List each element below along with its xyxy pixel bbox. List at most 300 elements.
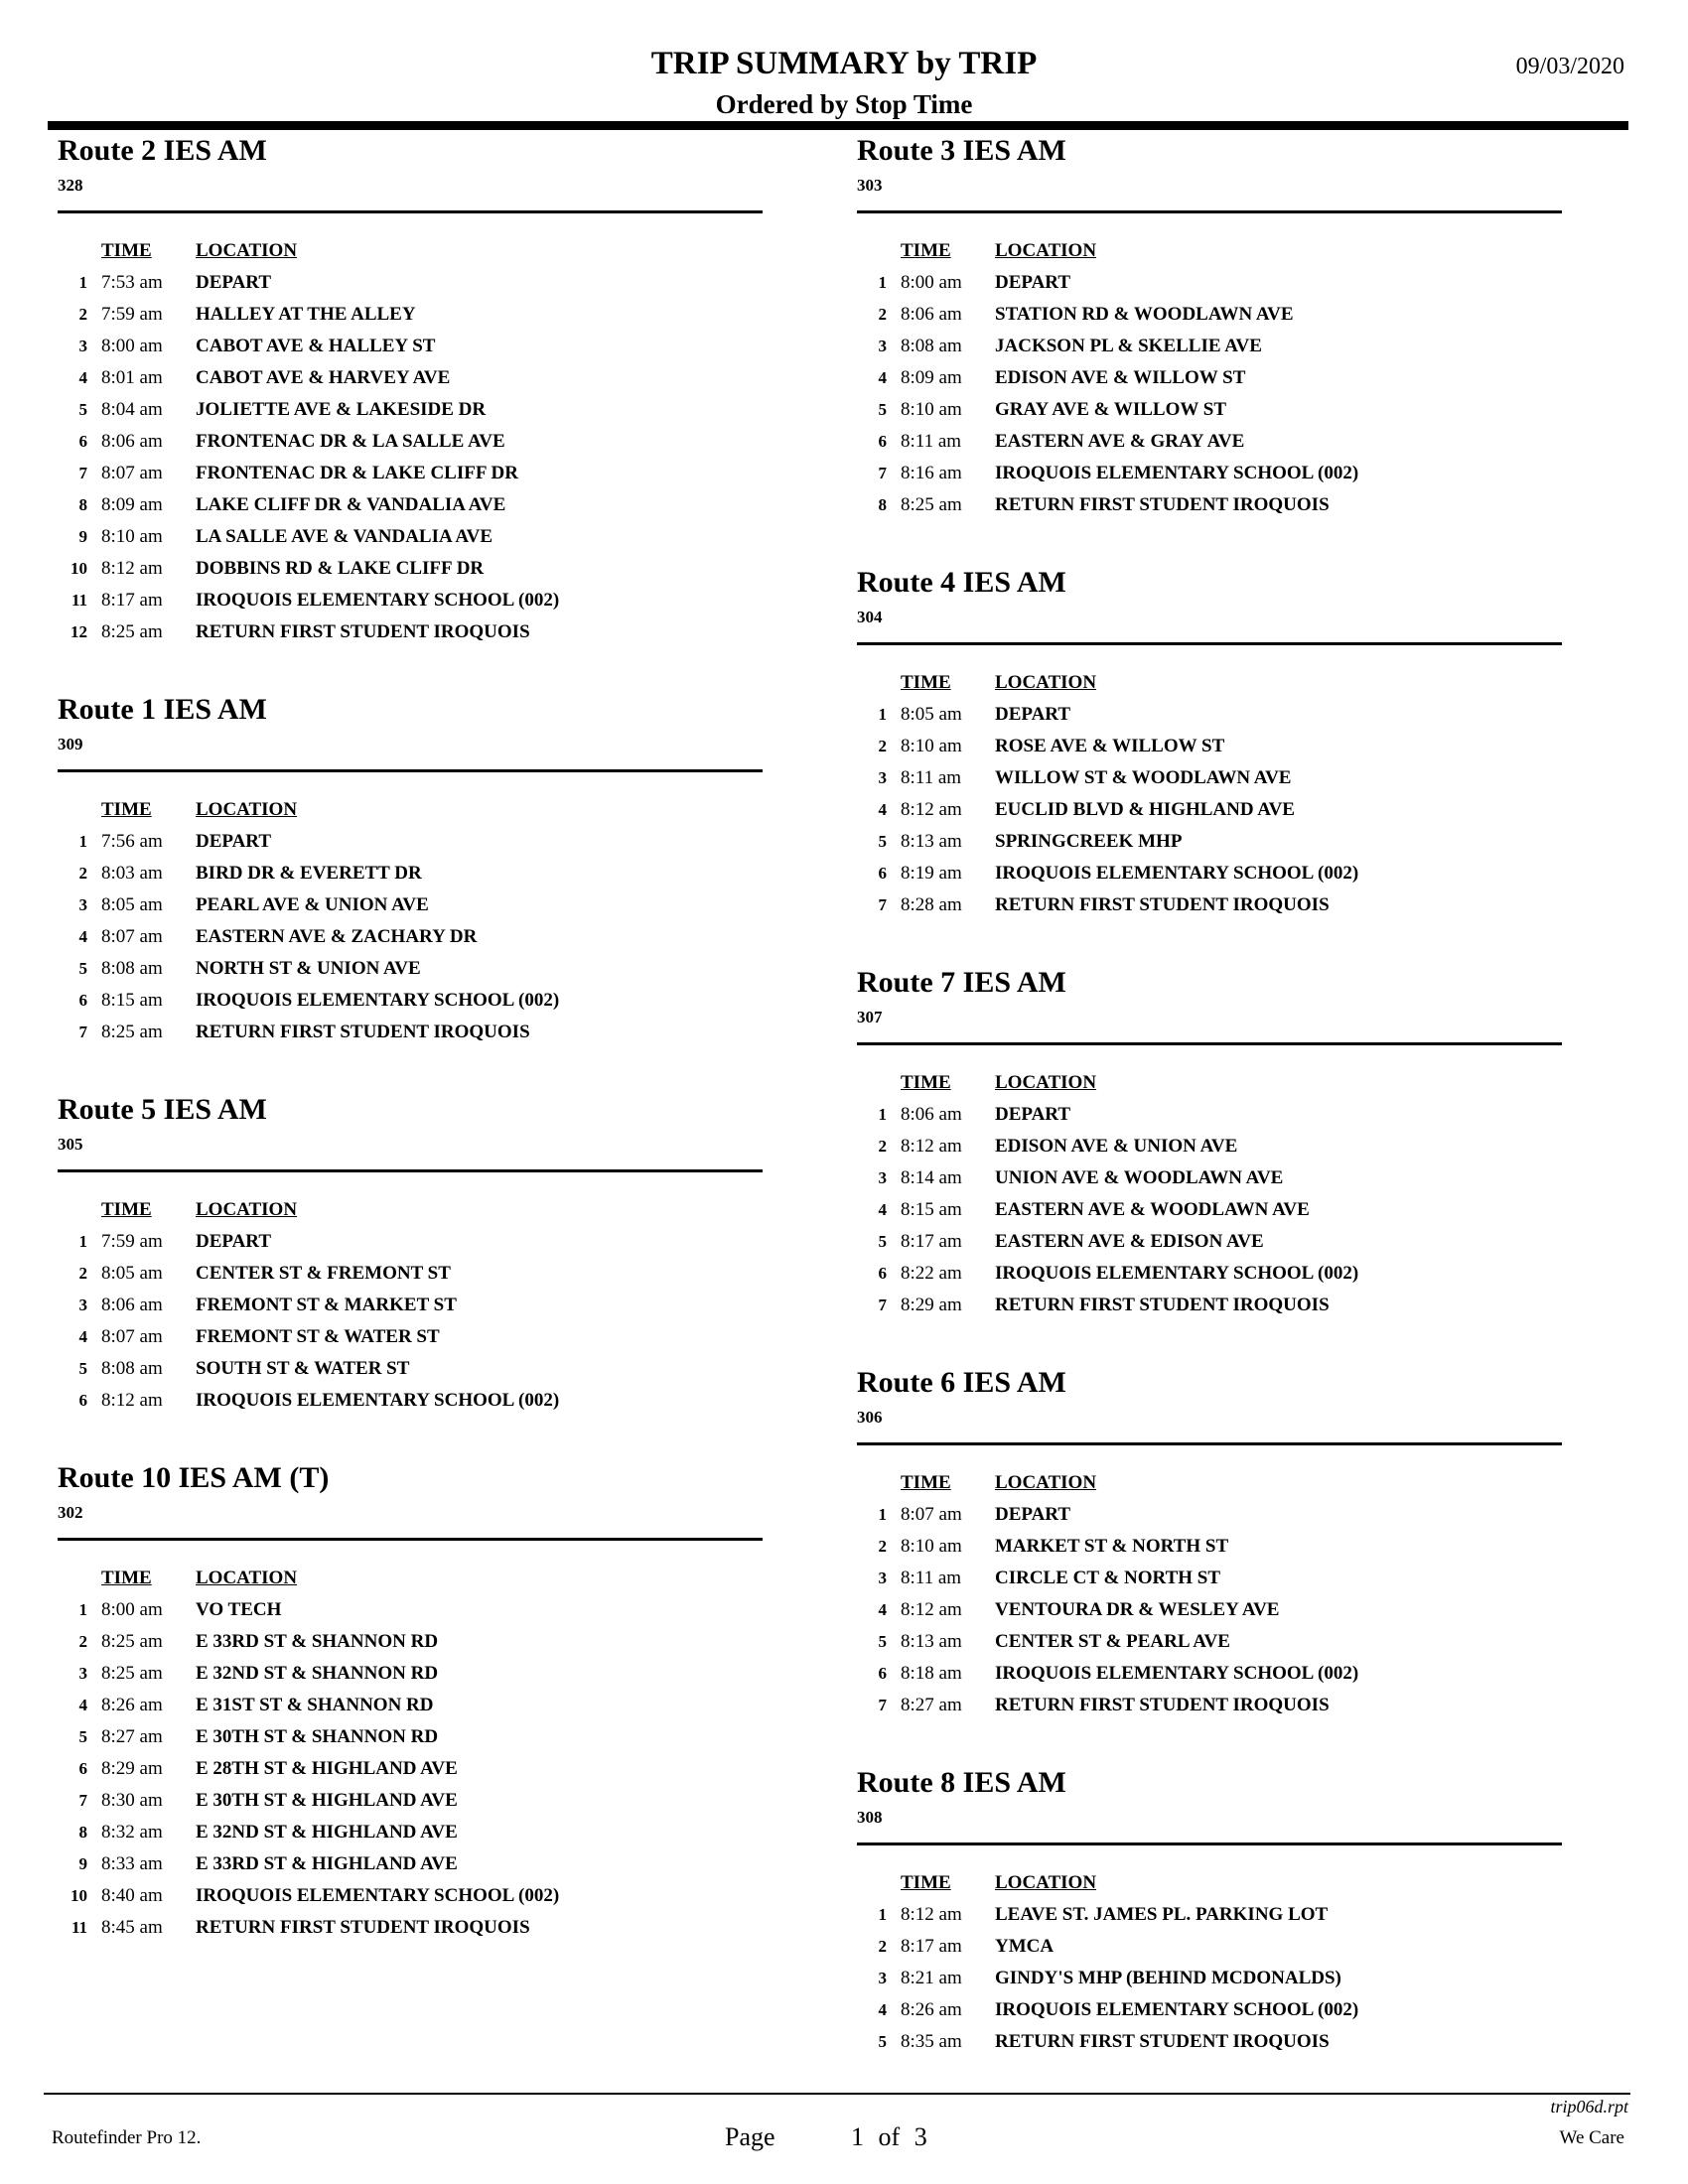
time-header bbox=[101, 235, 196, 267]
stop-table bbox=[58, 794, 763, 1048]
stop-number: 3 bbox=[78, 895, 87, 914]
stop-table-header bbox=[58, 794, 763, 826]
route-code: 304 bbox=[857, 608, 883, 626]
stop-location: RETURN FIRST STUDENT IROQUOIS bbox=[995, 894, 1330, 915]
stop-row bbox=[58, 953, 763, 985]
page-total: 3 bbox=[914, 2122, 927, 2151]
stop-row bbox=[857, 731, 1562, 762]
stop-location: DEPART bbox=[995, 704, 1071, 725]
stop-location: CENTER ST & FREMONT ST bbox=[196, 1263, 451, 1284]
stop-location: EASTERN AVE & EDISON AVE bbox=[995, 1231, 1264, 1252]
time-header bbox=[101, 1563, 196, 1594]
route-name: Route 3 IES AM bbox=[857, 134, 1066, 167]
stop-row bbox=[857, 1162, 1562, 1194]
stop-location: HALLEY AT THE ALLEY bbox=[196, 304, 416, 325]
location-header bbox=[196, 235, 763, 267]
location-header bbox=[995, 1067, 1562, 1099]
stop-location: SPRINGCREEK MHP bbox=[995, 831, 1183, 852]
stop-row bbox=[58, 1226, 763, 1258]
stop-row bbox=[58, 1290, 763, 1321]
stop-number: 5 bbox=[878, 400, 887, 419]
stop-time: 8:17 am bbox=[901, 1231, 962, 1252]
time-header-label: TIME bbox=[901, 240, 951, 261]
stop-location: WILLOW ST & WOODLAWN AVE bbox=[995, 767, 1292, 788]
stop-row bbox=[58, 1321, 763, 1353]
location-header-label: LOCATION bbox=[196, 240, 298, 261]
location-header bbox=[995, 1867, 1562, 1899]
stop-location: FRONTENAC DR & LAKE CLIFF DR bbox=[196, 463, 518, 483]
stop-number: 7 bbox=[878, 464, 887, 482]
stop-row bbox=[58, 1353, 763, 1385]
stop-location: CENTER ST & PEARL AVE bbox=[995, 1631, 1230, 1652]
location-header bbox=[995, 235, 1562, 267]
stop-number: 1 bbox=[878, 1505, 887, 1524]
stop-number: 3 bbox=[878, 768, 887, 787]
stop-time: 8:16 am bbox=[901, 463, 962, 483]
stop-time: 8:08 am bbox=[101, 1358, 163, 1379]
stop-row bbox=[857, 394, 1562, 426]
location-header-label: LOCATION bbox=[995, 1472, 1097, 1493]
stop-number: 4 bbox=[878, 1600, 887, 1619]
stop-time: 8:19 am bbox=[901, 863, 962, 884]
route-name: Route 7 IES AM bbox=[857, 966, 1066, 999]
stop-table-header bbox=[857, 235, 1562, 267]
time-header-label: TIME bbox=[101, 240, 152, 261]
stop-number: 10 bbox=[70, 559, 87, 578]
stop-row bbox=[58, 1912, 763, 1944]
stop-number: 9 bbox=[78, 527, 87, 546]
footer-motto: We Care bbox=[1559, 2127, 1624, 2148]
stop-number: 1 bbox=[78, 1600, 87, 1619]
route-spacer bbox=[857, 921, 1562, 963]
stop-row bbox=[857, 1531, 1562, 1563]
stop-time: 8:12 am bbox=[901, 1136, 962, 1157]
stop-row bbox=[58, 1017, 763, 1048]
stop-location: IROQUOIS ELEMENTARY SCHOOL (002) bbox=[196, 590, 560, 611]
location-header bbox=[196, 1563, 763, 1594]
stop-row bbox=[58, 1848, 763, 1880]
stop-location: DEPART bbox=[995, 272, 1071, 293]
stop-row bbox=[857, 1690, 1562, 1721]
stop-time: 8:21 am bbox=[901, 1968, 962, 1988]
stop-row bbox=[58, 616, 763, 648]
stop-number: 3 bbox=[78, 1664, 87, 1683]
stop-row bbox=[857, 426, 1562, 458]
stop-location: DOBBINS RD & LAKE CLIFF DR bbox=[196, 558, 485, 579]
route-divider bbox=[58, 1169, 763, 1172]
route-spacer bbox=[857, 1721, 1562, 1763]
stop-number: 5 bbox=[78, 1727, 87, 1746]
stop-row bbox=[857, 1994, 1562, 2026]
route-block bbox=[58, 1417, 763, 1944]
stop-location: FREMONT ST & MARKET ST bbox=[196, 1295, 457, 1315]
stop-time: 8:12 am bbox=[901, 1904, 962, 1925]
stop-row bbox=[857, 458, 1562, 489]
stop-time: 8:05 am bbox=[101, 1263, 163, 1284]
route-code: 302 bbox=[58, 1503, 83, 1522]
right-column bbox=[857, 131, 1562, 2058]
stop-time: 8:06 am bbox=[901, 1104, 962, 1125]
route-name: Route 6 IES AM bbox=[857, 1366, 1066, 1399]
route-block bbox=[58, 131, 763, 648]
stop-number: 2 bbox=[878, 1537, 887, 1556]
stop-location: E 30TH ST & SHANNON RD bbox=[196, 1726, 439, 1747]
stop-time: 8:11 am bbox=[901, 1568, 962, 1588]
route-divider bbox=[58, 769, 763, 772]
stop-location: LEAVE ST. JAMES PL. PARKING LOT bbox=[995, 1904, 1329, 1925]
left-column bbox=[58, 131, 763, 1944]
stop-row bbox=[58, 889, 763, 921]
stop-location: IROQUOIS ELEMENTARY SCHOOL (002) bbox=[995, 1663, 1359, 1684]
stop-number: 3 bbox=[878, 337, 887, 355]
stop-row bbox=[58, 267, 763, 299]
stop-table-header bbox=[857, 1467, 1562, 1499]
stop-location: IROQUOIS ELEMENTARY SCHOOL (002) bbox=[995, 863, 1359, 884]
stop-number: 7 bbox=[78, 464, 87, 482]
route-divider bbox=[857, 210, 1562, 213]
stop-row bbox=[58, 394, 763, 426]
route-block bbox=[857, 921, 1562, 1321]
stop-row bbox=[58, 1385, 763, 1417]
stop-number: 7 bbox=[878, 1696, 887, 1714]
stop-time: 8:00 am bbox=[901, 272, 962, 293]
stop-time: 8:25 am bbox=[901, 494, 962, 515]
stop-time: 8:29 am bbox=[101, 1758, 163, 1779]
stop-location: STATION RD & WOODLAWN AVE bbox=[995, 304, 1294, 325]
stop-location: UNION AVE & WOODLAWN AVE bbox=[995, 1167, 1284, 1188]
stop-number: 3 bbox=[78, 337, 87, 355]
stop-row bbox=[58, 585, 763, 616]
stop-time: 8:11 am bbox=[901, 767, 962, 788]
stop-number: 5 bbox=[78, 400, 87, 419]
stop-number: 7 bbox=[878, 1296, 887, 1314]
page-label: Page bbox=[725, 2122, 775, 2151]
stop-row bbox=[857, 331, 1562, 362]
route-name: Route 4 IES AM bbox=[857, 566, 1066, 599]
stop-row bbox=[58, 331, 763, 362]
stop-location: IROQUOIS ELEMENTARY SCHOOL (002) bbox=[196, 1885, 560, 1906]
stop-row bbox=[58, 1753, 763, 1785]
stop-time: 8:15 am bbox=[101, 990, 163, 1011]
stop-time: 8:01 am bbox=[101, 367, 163, 388]
stop-time: 8:00 am bbox=[101, 1599, 163, 1620]
stop-time: 7:53 am bbox=[101, 272, 163, 293]
report-date: 09/03/2020 bbox=[1515, 54, 1624, 79]
route-block bbox=[857, 521, 1562, 921]
stop-location: NORTH ST & UNION AVE bbox=[196, 958, 421, 979]
stop-location: JACKSON PL & SKELLIE AVE bbox=[995, 336, 1262, 356]
stop-table bbox=[857, 235, 1562, 521]
stop-time: 7:59 am bbox=[101, 1231, 163, 1252]
stop-time: 8:09 am bbox=[101, 494, 163, 515]
route-divider bbox=[58, 210, 763, 213]
stop-location: YMCA bbox=[995, 1936, 1055, 1957]
stop-row bbox=[857, 1131, 1562, 1162]
stop-row bbox=[58, 299, 763, 331]
stop-number: 6 bbox=[78, 1759, 87, 1778]
stop-row bbox=[857, 1931, 1562, 1963]
stop-time: 8:29 am bbox=[901, 1295, 962, 1315]
stop-number: 7 bbox=[78, 1791, 87, 1810]
stop-location: JOLIETTE AVE & LAKESIDE DR bbox=[196, 399, 487, 420]
stop-number: 8 bbox=[878, 495, 887, 514]
stop-time: 8:12 am bbox=[901, 799, 962, 820]
stop-row bbox=[857, 889, 1562, 921]
stop-time: 8:25 am bbox=[101, 1663, 163, 1684]
page-of: of bbox=[878, 2122, 901, 2151]
stop-time: 8:00 am bbox=[101, 336, 163, 356]
time-header bbox=[901, 667, 995, 699]
stop-row bbox=[58, 1258, 763, 1290]
stop-time: 8:06 am bbox=[901, 304, 962, 325]
stop-table-header bbox=[857, 1067, 1562, 1099]
stop-number: 5 bbox=[878, 832, 887, 851]
stop-time: 8:14 am bbox=[901, 1167, 962, 1188]
stop-location: DEPART bbox=[196, 1231, 272, 1252]
stop-number: 7 bbox=[878, 895, 887, 914]
route-code: 328 bbox=[58, 176, 83, 195]
stop-time: 7:59 am bbox=[101, 304, 163, 325]
page-number: 1 bbox=[851, 2122, 865, 2151]
stop-location: IROQUOIS ELEMENTARY SCHOOL (002) bbox=[995, 1263, 1359, 1284]
stop-time: 8:35 am bbox=[901, 2031, 962, 2052]
stop-time: 8:04 am bbox=[101, 399, 163, 420]
stop-number: 1 bbox=[878, 273, 887, 292]
stop-time: 8:28 am bbox=[901, 894, 962, 915]
stop-location: DEPART bbox=[196, 831, 272, 852]
route-block bbox=[857, 1721, 1562, 2058]
location-header-label: LOCATION bbox=[995, 240, 1097, 261]
stop-time: 8:33 am bbox=[101, 1853, 163, 1874]
stop-number: 6 bbox=[878, 1264, 887, 1283]
stop-table-header bbox=[58, 1563, 763, 1594]
stop-row bbox=[857, 267, 1562, 299]
route-divider bbox=[58, 1538, 763, 1541]
stop-time: 8:30 am bbox=[101, 1790, 163, 1811]
stop-time: 8:08 am bbox=[901, 336, 962, 356]
stop-number: 2 bbox=[878, 1137, 887, 1156]
footer-report-file: trip06d.rpt bbox=[1550, 2097, 1628, 2116]
time-header bbox=[901, 1467, 995, 1499]
stop-row bbox=[857, 826, 1562, 858]
stop-row bbox=[58, 921, 763, 953]
stop-location: MARKET ST & NORTH ST bbox=[995, 1536, 1229, 1557]
stop-row bbox=[857, 858, 1562, 889]
time-header-label: TIME bbox=[101, 1568, 152, 1588]
stop-row bbox=[857, 1899, 1562, 1931]
route-spacer bbox=[58, 1417, 763, 1458]
stop-number: 1 bbox=[78, 832, 87, 851]
stop-number: 6 bbox=[878, 432, 887, 451]
stop-time: 8:32 am bbox=[101, 1822, 163, 1843]
stop-location: ROSE AVE & WILLOW ST bbox=[995, 736, 1225, 756]
location-header-label: LOCATION bbox=[196, 1199, 298, 1220]
stop-time: 8:03 am bbox=[101, 863, 163, 884]
route-code: 303 bbox=[857, 176, 883, 195]
stop-number: 1 bbox=[78, 1232, 87, 1251]
stop-time: 8:15 am bbox=[901, 1199, 962, 1220]
stop-time: 8:40 am bbox=[101, 1885, 163, 1906]
stop-location: DEPART bbox=[995, 1504, 1071, 1525]
stop-row bbox=[857, 362, 1562, 394]
route-spacer bbox=[857, 1321, 1562, 1363]
time-header-label: TIME bbox=[901, 1472, 951, 1493]
location-header-label: LOCATION bbox=[995, 672, 1097, 693]
route-block bbox=[58, 1048, 763, 1417]
stop-number: 6 bbox=[78, 991, 87, 1010]
location-header bbox=[196, 1194, 763, 1226]
stop-time: 8:17 am bbox=[901, 1936, 962, 1957]
stop-row bbox=[58, 489, 763, 521]
stop-time: 8:26 am bbox=[901, 1999, 962, 2020]
time-header bbox=[901, 1867, 995, 1899]
stop-row bbox=[58, 1721, 763, 1753]
stop-number: 6 bbox=[878, 1664, 887, 1683]
stop-time: 8:10 am bbox=[901, 399, 962, 420]
stop-row bbox=[58, 553, 763, 585]
stop-row bbox=[58, 1817, 763, 1848]
location-header-label: LOCATION bbox=[196, 799, 298, 820]
route-divider bbox=[857, 1843, 1562, 1845]
stop-row bbox=[58, 1594, 763, 1626]
location-header-label: LOCATION bbox=[196, 1568, 298, 1588]
stop-location: CABOT AVE & HARVEY AVE bbox=[196, 367, 451, 388]
stop-time: 8:25 am bbox=[101, 1631, 163, 1652]
footer-divider bbox=[44, 2093, 1630, 2095]
stop-time: 8:07 am bbox=[901, 1504, 962, 1525]
stop-row bbox=[857, 794, 1562, 826]
stop-row bbox=[857, 1658, 1562, 1690]
stop-number: 4 bbox=[78, 1696, 87, 1714]
stop-number: 1 bbox=[878, 1105, 887, 1124]
stop-location: RETURN FIRST STUDENT IROQUOIS bbox=[995, 494, 1330, 515]
stop-number: 2 bbox=[78, 305, 87, 324]
stop-location: RETURN FIRST STUDENT IROQUOIS bbox=[995, 1695, 1330, 1715]
stop-row bbox=[58, 426, 763, 458]
footer-page-indicator bbox=[725, 2122, 935, 2152]
stop-number: 2 bbox=[878, 305, 887, 324]
stop-location: VENTOURA DR & WESLEY AVE bbox=[995, 1599, 1280, 1620]
stop-number: 5 bbox=[878, 1632, 887, 1651]
stop-row bbox=[58, 521, 763, 553]
stop-number: 2 bbox=[78, 864, 87, 883]
stop-table bbox=[58, 235, 763, 648]
stop-location: IROQUOIS ELEMENTARY SCHOOL (002) bbox=[196, 990, 560, 1011]
stop-number: 6 bbox=[78, 1391, 87, 1410]
time-header-label: TIME bbox=[101, 1199, 152, 1220]
stop-time: 8:07 am bbox=[101, 463, 163, 483]
stop-time: 8:13 am bbox=[901, 1631, 962, 1652]
stop-row bbox=[857, 1258, 1562, 1290]
stop-location: EDISON AVE & WILLOW ST bbox=[995, 367, 1246, 388]
stop-row bbox=[857, 1226, 1562, 1258]
footer-software: Routefinder Pro 12. bbox=[52, 2127, 202, 2148]
route-spacer bbox=[857, 521, 1562, 563]
stop-location: FREMONT ST & WATER ST bbox=[196, 1326, 440, 1347]
stop-row bbox=[58, 858, 763, 889]
time-header-label: TIME bbox=[101, 799, 152, 820]
stop-number: 1 bbox=[878, 1905, 887, 1924]
stop-time: 8:26 am bbox=[101, 1695, 163, 1715]
stop-row bbox=[857, 1594, 1562, 1626]
stop-number: 5 bbox=[78, 1359, 87, 1378]
stop-location: E 32ND ST & SHANNON RD bbox=[196, 1663, 439, 1684]
stop-row bbox=[857, 1290, 1562, 1321]
route-name: Route 2 IES AM bbox=[58, 134, 267, 167]
stop-number: 2 bbox=[878, 1937, 887, 1956]
stop-location: E 30TH ST & HIGHLAND AVE bbox=[196, 1790, 458, 1811]
route-divider bbox=[857, 1442, 1562, 1445]
stop-number: 3 bbox=[78, 1296, 87, 1314]
stop-row bbox=[58, 985, 763, 1017]
route-code: 306 bbox=[857, 1408, 883, 1427]
stop-location: RETURN FIRST STUDENT IROQUOIS bbox=[196, 1917, 530, 1938]
stop-location: EDISON AVE & UNION AVE bbox=[995, 1136, 1238, 1157]
stop-time: 8:05 am bbox=[101, 894, 163, 915]
route-block bbox=[58, 648, 763, 1048]
stop-row bbox=[857, 489, 1562, 521]
stop-table bbox=[857, 1067, 1562, 1321]
stop-time: 8:25 am bbox=[101, 621, 163, 642]
stop-time: 8:18 am bbox=[901, 1663, 962, 1684]
stop-location: RETURN FIRST STUDENT IROQUOIS bbox=[995, 1295, 1330, 1315]
stop-row bbox=[58, 826, 763, 858]
stop-time: 8:10 am bbox=[101, 526, 163, 547]
stop-row bbox=[857, 299, 1562, 331]
route-name: Route 8 IES AM bbox=[857, 1766, 1066, 1799]
stop-row bbox=[857, 1194, 1562, 1226]
stop-location: E 31ST ST & SHANNON RD bbox=[196, 1695, 434, 1715]
stop-number: 10 bbox=[70, 1886, 87, 1905]
stop-number: 6 bbox=[78, 432, 87, 451]
route-block bbox=[857, 131, 1562, 521]
stop-location: RETURN FIRST STUDENT IROQUOIS bbox=[196, 621, 530, 642]
stop-row bbox=[857, 699, 1562, 731]
stop-time: 8:13 am bbox=[901, 831, 962, 852]
stop-time: 8:10 am bbox=[901, 736, 962, 756]
stop-location: PEARL AVE & UNION AVE bbox=[196, 894, 429, 915]
report-subtitle: Ordered by Stop Time bbox=[715, 89, 973, 119]
location-header bbox=[196, 794, 763, 826]
stop-time: 8:11 am bbox=[901, 431, 962, 452]
stop-time: 8:08 am bbox=[101, 958, 163, 979]
stop-row bbox=[58, 458, 763, 489]
stop-time: 8:27 am bbox=[901, 1695, 962, 1715]
stop-number: 8 bbox=[78, 495, 87, 514]
route-spacer bbox=[58, 1048, 763, 1090]
report-title: TRIP SUMMARY by TRIP bbox=[650, 46, 1038, 81]
route-spacer bbox=[58, 648, 763, 690]
stop-time: 8:12 am bbox=[101, 558, 163, 579]
stop-location: EASTERN AVE & GRAY AVE bbox=[995, 431, 1245, 452]
stop-time: 8:10 am bbox=[901, 1536, 962, 1557]
route-divider bbox=[857, 1042, 1562, 1045]
stop-number: 5 bbox=[878, 1232, 887, 1251]
time-header bbox=[901, 235, 995, 267]
stop-location: DEPART bbox=[196, 272, 272, 293]
stop-time: 8:12 am bbox=[901, 1599, 962, 1620]
stop-time: 8:27 am bbox=[101, 1726, 163, 1747]
stop-number: 6 bbox=[878, 864, 887, 883]
stop-location: LAKE CLIFF DR & VANDALIA AVE bbox=[196, 494, 506, 515]
time-header bbox=[101, 1194, 196, 1226]
stop-location: BIRD DR & EVERETT DR bbox=[196, 863, 422, 884]
stop-location: GRAY AVE & WILLOW ST bbox=[995, 399, 1227, 420]
stop-row bbox=[857, 762, 1562, 794]
stop-location: SOUTH ST & WATER ST bbox=[196, 1358, 410, 1379]
stop-number: 4 bbox=[878, 800, 887, 819]
stop-number: 11 bbox=[70, 591, 87, 610]
